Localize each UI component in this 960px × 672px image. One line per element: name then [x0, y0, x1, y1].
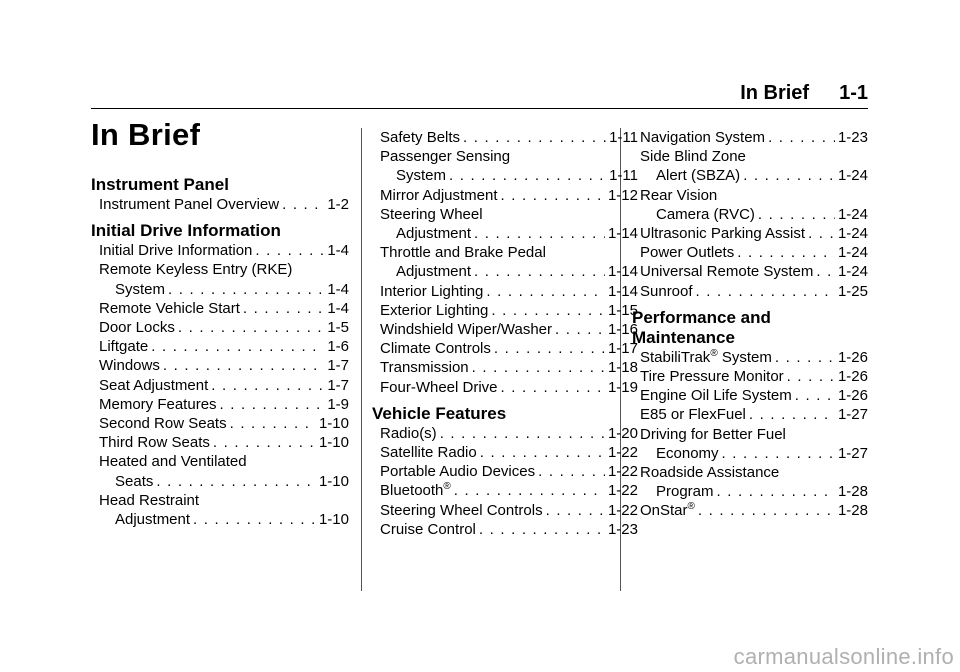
dot-leader: [758, 205, 835, 224]
running-header: [0, 82, 868, 105]
toc-entry[interactable]: [640, 282, 868, 301]
toc-page-number: 1-24: [837, 205, 868, 223]
toc-entry[interactable]: [380, 147, 638, 185]
toc-entry-title: [640, 501, 695, 520]
toc-entry-text: Second Row Seats: [99, 415, 227, 433]
toc-entry[interactable]: [99, 376, 349, 395]
toc-entry-title: [380, 128, 460, 147]
toc-entry-title: [380, 282, 483, 301]
header-section-title: In Brief: [740, 82, 810, 104]
toc-page-number: 1-4: [327, 299, 349, 317]
toc-page-number: 1-26: [837, 368, 868, 386]
toc-entry-title: [380, 301, 488, 320]
toc-entry[interactable]: [99, 452, 349, 490]
toc-entry[interactable]: [640, 128, 868, 147]
toc-entry-text: Windows: [99, 357, 160, 375]
dot-leader: [737, 243, 835, 262]
toc-entry-text: Climate Controls: [380, 340, 491, 358]
toc-entry[interactable]: [380, 301, 638, 320]
toc-entry-text: Windshield Wiper/Washer: [380, 321, 552, 339]
toc-page-number: 1-28: [837, 483, 868, 501]
header-page-number: 1-1: [839, 82, 868, 104]
toc-page-number: 1-22: [607, 463, 638, 481]
toc-entry-text: Steering Wheel Controls: [380, 501, 543, 519]
toc-entry-title: [640, 128, 765, 147]
toc-entry-title: Roadside Assistance: [640, 464, 780, 482]
toc-page-number: 1-14: [607, 263, 638, 281]
toc-entry-text: Tire Pressure Monitor: [640, 368, 784, 386]
dot-leader: [178, 318, 324, 337]
toc-entry-title: [380, 501, 543, 520]
toc-entry-text: Ultrasonic Parking Assist: [640, 225, 806, 243]
toc-entry-text: Sunroof: [640, 282, 693, 300]
toc-entry-title: [640, 367, 784, 386]
toc-page-number: 1-27: [837, 444, 868, 462]
toc-entry-text: Engine Oil Life System: [640, 387, 792, 405]
toc-entry-text: Navigation System: [640, 129, 766, 146]
toc-page-number: 1-27: [837, 406, 868, 424]
column-divider: [361, 128, 362, 591]
toc-entry[interactable]: [640, 425, 868, 463]
toc-entry[interactable]: [640, 367, 868, 386]
toc-page-number: 1-11: [609, 167, 638, 185]
toc-entry[interactable]: [640, 386, 868, 405]
toc-entry-title: [380, 378, 498, 397]
toc-entry-title: [640, 262, 813, 281]
toc-entry[interactable]: [99, 241, 349, 260]
toc-list: [91, 241, 349, 529]
toc-entry-text: Adjustment: [115, 511, 191, 529]
toc-entry-text: Alert (SBZA): [656, 167, 741, 185]
section-heading-initial-drive: Initial Drive Information: [91, 221, 281, 241]
dot-leader: [491, 301, 605, 320]
toc-entry-title: [99, 414, 227, 433]
toc-entry-text: Camera (RVC): [656, 205, 755, 223]
toc-list: [91, 195, 349, 214]
toc-entry-title: [99, 299, 240, 318]
toc-entry-text: Transmission: [380, 359, 469, 377]
toc-page-number: 1-22: [607, 482, 638, 500]
toc-entry-text: E85 or FlexFuel: [640, 406, 746, 424]
dot-leader: [743, 166, 835, 185]
toc-page-number: 1-15: [607, 301, 638, 319]
toc-page-number: 1-10: [318, 511, 349, 529]
toc-entry-text: Safety Belts: [380, 129, 461, 146]
toc-entry-title: [99, 433, 210, 452]
toc-entry-title: [380, 443, 477, 462]
toc-entry[interactable]: [99, 299, 349, 318]
header-rule: [91, 108, 868, 109]
toc-entry-text: System: [115, 280, 166, 298]
toc-page-number: 1-10: [318, 472, 349, 490]
toc-entry-text: Mirror Adjustment: [380, 186, 498, 204]
dot-leader: [474, 224, 605, 243]
toc-entry-text: Radio(s): [380, 424, 437, 442]
toc-page-number: 1-4: [327, 280, 349, 298]
toc-entry-title: [99, 356, 160, 375]
dot-leader: [193, 510, 316, 529]
dot-leader: [768, 128, 835, 147]
toc-page-number: 1-22: [607, 501, 638, 519]
toc-entry-text: Economy: [656, 444, 719, 462]
toc-list: [380, 424, 638, 539]
toc-entry-title: [380, 320, 552, 339]
toc-entry-text: Four-Wheel Drive: [380, 378, 498, 396]
toc-entry-text: Program: [656, 483, 714, 501]
toc-entry[interactable]: [640, 501, 868, 520]
toc-entry-title: Steering Wheel: [380, 205, 483, 223]
toc-page-number: 1-22: [607, 444, 638, 462]
toc-entry[interactable]: [640, 262, 868, 281]
toc-list: [640, 128, 868, 301]
toc-entry-title: Driving for Better Fuel: [640, 425, 786, 443]
toc-entry-text: Adjustment: [396, 225, 472, 243]
toc-page-number: 1-24: [837, 263, 868, 281]
toc-entry-title: Heated and Ventilated: [99, 453, 247, 471]
toc-page-number: 1-10: [318, 434, 349, 452]
toc-entry-title: [99, 318, 175, 337]
toc-entry-text: Exterior Lighting: [380, 301, 489, 319]
toc-entry-text: System: [396, 167, 447, 185]
toc-entry[interactable]: [380, 186, 638, 205]
toc-entry[interactable]: [380, 424, 638, 443]
toc-entry-title: Side Blind Zone: [640, 148, 746, 166]
dot-leader: [230, 414, 316, 433]
toc-page-number: 1-28: [837, 502, 868, 520]
dot-leader: [696, 282, 835, 301]
toc-entry-title: [396, 166, 446, 185]
toc-entry-title: [115, 510, 190, 529]
toc-entry-title: [656, 482, 714, 501]
toc-entry[interactable]: [640, 243, 868, 262]
toc-entry-text: Cruise Control: [380, 520, 476, 538]
dot-leader: [808, 224, 835, 243]
toc-entry-text: Remote Vehicle Start: [99, 299, 240, 317]
toc-entry-title: [380, 186, 498, 205]
toc-page-number: 1-11: [609, 129, 638, 146]
toc-entry-title: [380, 339, 491, 358]
toc-entry[interactable]: [380, 520, 638, 539]
section-heading-instrument-panel: Instrument Panel: [91, 175, 229, 194]
toc-entry-title: [99, 395, 217, 414]
toc-entry[interactable]: [99, 395, 349, 414]
toc-page-number: 1-24: [837, 244, 868, 262]
toc-entry-text: Initial Drive Information: [99, 242, 253, 260]
dot-leader: [722, 444, 835, 463]
toc-entry[interactable]: [380, 320, 638, 339]
dot-leader: [463, 128, 606, 147]
dot-leader: [163, 356, 324, 375]
toc-entry[interactable]: [99, 195, 349, 214]
toc-entry-title: [396, 224, 471, 243]
toc-entry-title: Passenger Sensing: [380, 148, 511, 166]
toc-entry-text: Adjustment: [396, 263, 472, 281]
toc-entry-text: StabiliTrak: [640, 348, 711, 366]
toc-column-3: [632, 128, 868, 521]
toc-page-number: 1-18: [607, 359, 638, 377]
dot-leader: [480, 443, 605, 462]
dot-leader: [156, 472, 316, 491]
dot-leader: [220, 395, 325, 414]
toc-entry-title: [656, 444, 719, 463]
toc-page-number: 1-14: [607, 282, 638, 300]
dot-leader: [749, 405, 835, 424]
toc-entry-title: Throttle and Brake Pedal: [380, 244, 546, 262]
dot-leader: [795, 386, 835, 405]
toc-entry-text: Liftgate: [99, 338, 149, 356]
dot-leader: [151, 337, 324, 356]
toc-entry-text: Seat Adjustment: [99, 376, 209, 394]
dot-leader: [501, 186, 605, 205]
toc-entry-title: [99, 195, 279, 214]
toc-entry-title: [640, 348, 772, 367]
registered-mark: ®: [710, 347, 718, 359]
toc-entry[interactable]: [640, 224, 868, 243]
dot-leader: [449, 166, 606, 185]
dot-leader: [454, 481, 605, 500]
toc-entry[interactable]: [99, 260, 349, 298]
dot-leader: [486, 282, 605, 301]
toc-page-number: 1-24: [837, 225, 868, 243]
toc-entry-text: Memory Features: [99, 395, 217, 413]
dot-leader: [717, 482, 835, 501]
toc-page-number: 1-24: [837, 167, 868, 185]
toc-entry[interactable]: [380, 282, 638, 301]
dot-leader: [282, 195, 324, 214]
toc-entry[interactable]: [640, 405, 868, 424]
toc-entry-title: [380, 358, 469, 377]
toc-entry-title: [380, 481, 451, 500]
registered-mark: ®: [687, 501, 695, 513]
toc-entry-title: [115, 280, 165, 299]
toc-entry[interactable]: [380, 501, 638, 520]
dot-leader: [538, 462, 605, 481]
toc-page-number: 1-23: [837, 129, 868, 146]
toc-page-number: 1-26: [837, 387, 868, 405]
toc-entry[interactable]: [99, 337, 349, 356]
dot-leader: [816, 262, 835, 281]
toc-entry-text: Third Row Seats: [99, 434, 210, 452]
toc-entry[interactable]: [640, 463, 868, 501]
toc-entry[interactable]: [640, 186, 868, 224]
dot-leader: [474, 262, 605, 281]
toc-entry-title: [115, 472, 153, 491]
dot-leader: [168, 280, 324, 299]
toc-page-number: 1-7: [327, 357, 349, 375]
toc-entry[interactable]: [640, 348, 868, 367]
toc-page-number: 1-12: [607, 186, 638, 204]
toc-page-number: 1-16: [607, 321, 638, 339]
toc-entry[interactable]: [380, 205, 638, 243]
dot-leader: [546, 501, 605, 520]
toc-page-number: 1-26: [837, 348, 868, 366]
toc-entry-text: Door Locks: [99, 319, 175, 337]
toc-entry[interactable]: [99, 414, 349, 433]
toc-entry-text: Satellite Radio: [380, 444, 477, 462]
toc-entry-text: Bluetooth: [380, 482, 444, 500]
toc-entry[interactable]: [380, 378, 638, 397]
toc-entry-title: [99, 376, 208, 395]
toc-entry-text: Seats: [115, 472, 154, 490]
toc-entry-title: [99, 337, 148, 356]
toc-page-number: 1-14: [607, 225, 638, 243]
dot-leader: [494, 339, 605, 358]
toc-list: [640, 348, 868, 521]
toc-entry[interactable]: [99, 491, 349, 529]
toc-entry-title: Head Restraint: [99, 491, 200, 509]
dot-leader: [211, 376, 324, 395]
toc-page-number: 1-10: [318, 415, 349, 433]
toc-entry-title: Rear Vision: [640, 186, 718, 204]
watermark-text: carmanualsonline.info: [733, 644, 954, 669]
toc-entry-text: Instrument Panel Overview: [99, 196, 280, 213]
toc-page-number: 1-25: [837, 282, 868, 300]
toc-entry[interactable]: [380, 481, 638, 500]
toc-entry-title: [640, 405, 746, 424]
toc-entry-title: Remote Keyless Entry (RKE): [99, 261, 293, 279]
toc-entry[interactable]: [380, 339, 638, 358]
toc-entry-title: [99, 241, 252, 260]
toc-entry-title: [640, 282, 693, 301]
toc-entry[interactable]: [640, 147, 868, 185]
toc-page-number: 1-2: [327, 196, 349, 213]
section-heading-performance: Performance and Maintenance: [632, 307, 771, 347]
toc-entry[interactable]: [99, 318, 349, 337]
toc-page-number: 1-23: [607, 520, 638, 538]
toc-list: [380, 128, 638, 397]
dot-leader: [243, 299, 324, 318]
toc-page-number: 1-19: [607, 378, 638, 396]
toc-entry-text: Power Outlets: [640, 244, 735, 262]
toc-entry-title: [396, 262, 471, 281]
toc-entry-title: [656, 166, 740, 185]
dot-leader: [501, 378, 605, 397]
toc-page-number: 1-17: [607, 340, 638, 358]
page-title: In Brief: [91, 117, 201, 152]
section-heading-vehicle-features: Vehicle Features: [372, 403, 507, 423]
toc-entry-title: [640, 243, 734, 262]
toc-entry-title: [640, 386, 792, 405]
dot-leader: [479, 520, 605, 539]
toc-entry-title: [380, 462, 535, 481]
dot-leader: [787, 367, 835, 386]
registered-mark: ®: [443, 481, 451, 493]
toc-entry[interactable]: [380, 443, 638, 462]
toc-page-number: 1-7: [327, 376, 349, 394]
toc-page-number: 1-6: [327, 338, 349, 356]
toc-column-1: [91, 175, 349, 529]
dot-leader: [255, 241, 324, 260]
toc-entry[interactable]: [99, 433, 349, 452]
toc-entry[interactable]: [380, 358, 638, 377]
toc-page-number: 1-4: [327, 242, 349, 260]
toc-entry-text: OnStar: [640, 502, 688, 520]
toc-page-number: 1-5: [327, 319, 349, 337]
dot-leader: [775, 348, 835, 367]
dot-leader: [472, 358, 605, 377]
toc-entry[interactable]: [380, 462, 638, 481]
toc-entry-title: [656, 205, 755, 224]
toc-entry-text: System: [717, 348, 772, 366]
toc-entry[interactable]: [380, 243, 638, 281]
dot-leader: [555, 320, 605, 339]
toc-entry-text: Portable Audio Devices: [380, 463, 536, 481]
dot-leader: [440, 424, 605, 443]
toc-entry-text: Universal Remote System: [640, 263, 814, 281]
dot-leader: [698, 501, 835, 520]
toc-page-number: 1-20: [607, 424, 638, 442]
toc-column-2: [372, 128, 638, 539]
toc-entry-title: [380, 520, 476, 539]
toc-entry[interactable]: [99, 356, 349, 375]
toc-page-number: 1-9: [327, 395, 349, 413]
toc-entry-title: [380, 424, 437, 443]
dot-leader: [213, 433, 316, 452]
toc-entry-text: Interior Lighting: [380, 282, 484, 300]
toc-entry[interactable]: [380, 128, 638, 147]
toc-entry-title: [640, 224, 805, 243]
